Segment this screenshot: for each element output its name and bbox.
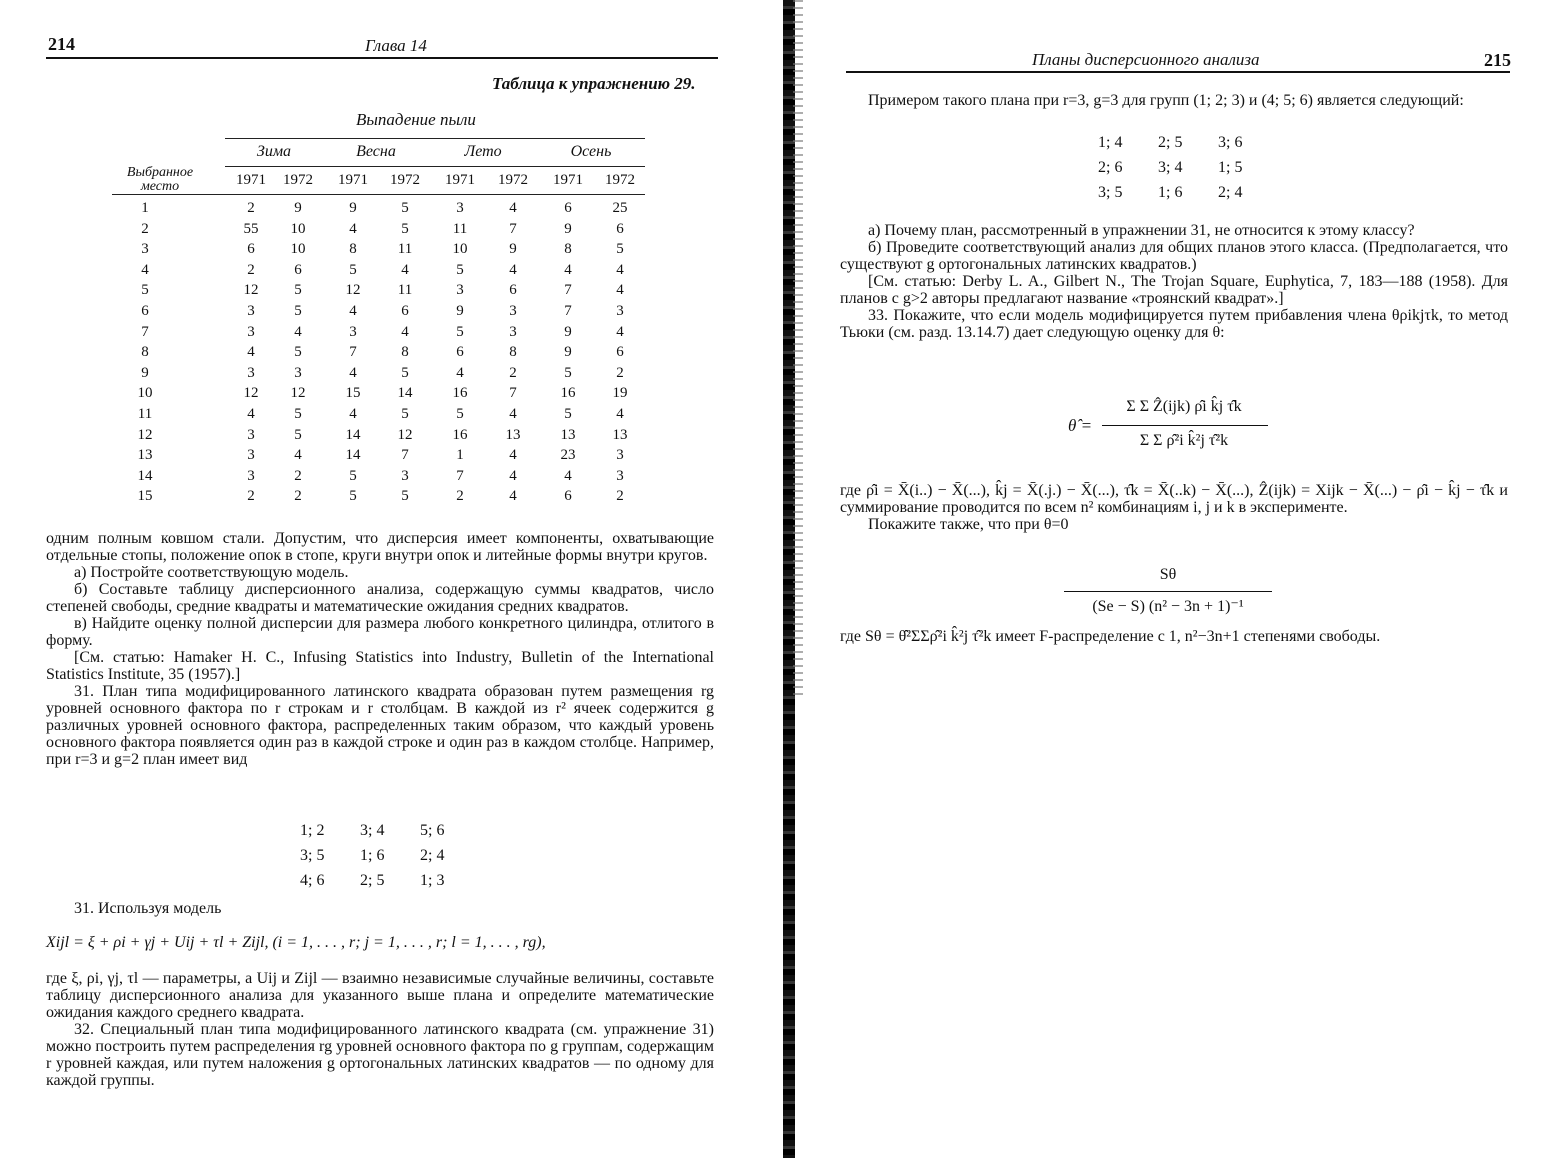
table-top-rule — [225, 138, 645, 139]
table-cell: 3 — [247, 447, 255, 464]
theta-denominator: Σ Σ ρ̂²i k̂²j τ̂²k — [1139, 432, 1229, 449]
table-cell: 9 — [349, 200, 357, 216]
square-cell: 3; 5 — [300, 847, 325, 864]
table-cell: 8 — [509, 344, 517, 361]
row-label: 14 — [137, 467, 153, 484]
row-label: 10 — [137, 385, 153, 402]
square-cell: 2; 4 — [420, 847, 445, 864]
table-cell: 4 — [456, 364, 464, 381]
table-head-rule — [112, 194, 645, 195]
paragraph: в) Найдите оценку полной дисперсии для размера любого конкретного цилиндра, отлитого в форму. — [46, 615, 714, 649]
table-cell: 12 — [345, 282, 361, 299]
body-text-3 — [840, 482, 1508, 533]
table-cell: 9 — [456, 303, 464, 319]
table-cell: 3 — [456, 200, 464, 216]
table-cell: 6 — [616, 220, 624, 237]
table-cell: 5 — [401, 488, 409, 505]
table-cell: 25 — [612, 200, 628, 216]
row-label: 6 — [141, 303, 149, 319]
running-head: Глава 14 — [365, 36, 427, 55]
table-cell: 6 — [564, 488, 572, 505]
row-label: 13 — [137, 447, 153, 464]
table-cell: 12 — [397, 426, 413, 443]
table-cell: 2 — [247, 200, 255, 216]
table-cell: 5 — [294, 406, 302, 422]
table-cell: 7 — [401, 447, 409, 464]
table-cell: 10 — [290, 220, 306, 237]
paragraph: б) Составьте таблицу дисперсионного анализа, содержащую суммы квадратов, число степеней свободы, средние квадраты и математические ожидания средних квадратов. — [46, 581, 714, 615]
square-cell: 1; 6 — [1158, 184, 1183, 201]
season-header: Лето — [464, 143, 502, 160]
body-text-4 — [840, 628, 1508, 645]
table-cell: 5 — [294, 426, 302, 443]
table-cell: 8 — [564, 241, 572, 258]
table-cell: 12 — [290, 385, 306, 402]
table-cell: 4 — [564, 261, 572, 278]
table-cell: 9 — [564, 323, 572, 340]
table-cell: 4 — [616, 261, 624, 278]
body-text — [840, 92, 1508, 109]
table-cell: 13 — [612, 426, 628, 443]
table-cell: 4 — [349, 303, 357, 319]
table-cell: 11 — [397, 282, 413, 299]
table-cell: 6 — [456, 344, 464, 361]
table-cell: 2 — [294, 488, 302, 505]
table-cell: 7 — [509, 385, 517, 402]
left-page — [0, 0, 770, 1158]
table-cell: 9 — [564, 220, 572, 237]
table-cell: 4 — [616, 282, 624, 299]
year-header: 1972 — [605, 172, 635, 188]
square-cell: 5; 6 — [420, 822, 445, 839]
table-cell: 3 — [349, 323, 357, 340]
header-rule — [46, 57, 718, 59]
row-label: 4 — [141, 261, 149, 278]
square-row — [300, 822, 480, 840]
header-rule — [846, 71, 1510, 73]
table-cell: 8 — [401, 344, 409, 361]
table-cell: 11 — [452, 220, 468, 237]
table-cell: 5 — [294, 282, 302, 299]
table-cell: 6 — [401, 303, 409, 319]
table-cell: 4 — [294, 323, 302, 340]
table-cell: 2 — [294, 467, 302, 484]
table-cell: 4 — [247, 344, 255, 361]
table-cell: 5 — [294, 303, 302, 319]
table-cell: 6 — [509, 282, 517, 299]
table-cell: 6 — [247, 241, 255, 258]
table-cell: 10 — [290, 241, 306, 258]
season-header: Зима — [256, 143, 292, 160]
table-cell: 6 — [616, 344, 624, 361]
row-label: 7 — [141, 323, 149, 340]
table-cell: 5 — [456, 323, 464, 340]
table-caption: Таблица к упражнению 29. — [492, 74, 696, 93]
table-cell: 3 — [401, 467, 409, 484]
table-cell: 2 — [247, 488, 255, 505]
square-cell: 3; 6 — [1218, 134, 1243, 151]
season-header: Весна — [356, 143, 396, 160]
table-cell: 13 — [560, 426, 576, 443]
table-cell: 23 — [560, 447, 576, 464]
table-cell: 9 — [509, 241, 517, 258]
table-cell: 4 — [349, 364, 357, 381]
table-cell: 2 — [616, 364, 624, 381]
fraction-bar — [1064, 591, 1272, 592]
table-cell: 3 — [247, 364, 255, 381]
table-cell: 3 — [247, 426, 255, 443]
year-header: 1972 — [283, 172, 313, 188]
table-cell: 5 — [456, 261, 464, 278]
square-row — [300, 847, 480, 865]
table-cell: 2 — [509, 364, 517, 381]
table-cell: 4 — [247, 406, 255, 422]
table-cell: 3 — [456, 282, 464, 299]
year-header: 1971 — [236, 172, 266, 188]
table-cell: 3 — [247, 467, 255, 484]
page-number: 215 — [1484, 50, 1511, 70]
table-cell: 7 — [349, 344, 357, 361]
table-cell: 4 — [564, 467, 572, 484]
row-label: 8 — [141, 344, 149, 361]
row-label: 2 — [141, 220, 149, 237]
table-cell: 5 — [456, 406, 464, 422]
citation: [См. статью: Derby L. A., Gilbert N., The Trojan Square, Euphytica, 7, 183—188 (1958). Для планов с g>2 авторы предлагают название «троянский квадрат».] — [840, 273, 1508, 307]
exercise-31: 31. План типа модифицированного латинского квадрата образован путем размещения rg уровней основного фактора по r строкам и r столбцам. В каждой из r² ячеек содержится g различных уровней основного фактора, распределенных таким образом, что каждый уровень основного фактора появляется один раз в каждой строке и один раз в каждом столбце. Например, при r=3 и g=2 план имеет вид — [46, 683, 714, 768]
square-row — [300, 872, 480, 890]
table-cell: 6 — [294, 261, 302, 278]
model-formula: Xijl = ξ + ρi + γj + Uij + τl + Zijl, (i = 1, . . . , r; j = 1, . . . , r; l = 1, . . . , rg), — [46, 934, 546, 951]
table-cell: 7 — [564, 282, 572, 299]
table-cell: 4 — [294, 447, 302, 464]
square-row — [1098, 184, 1278, 202]
table-cell: 11 — [397, 241, 413, 258]
table-cell: 2 — [456, 488, 464, 505]
table-cell: 9 — [564, 344, 572, 361]
table-cell: 16 — [452, 426, 468, 443]
table-cell: 5 — [294, 344, 302, 361]
table-cell: 5 — [401, 200, 409, 216]
table-cell: 4 — [509, 261, 517, 278]
body-text — [46, 530, 714, 768]
paragraph: 31. Используя модель — [74, 900, 222, 917]
exercise-32: 32. Специальный план типа модифицированного латинского квадрата (см. упражнение 31) можно построить путем распределения rg уровней основного фактора по g группам, содержащим r уровней каждая, или путем наложения g ортогональных латинских квадратов — по одному для каждой группы. — [46, 1021, 714, 1089]
paragraph: где Sθ = θ̂²ΣΣρ̂²i k̂²j τ̂²k имеет F-распределение с 1, n²−3n+1 степенями свободы. — [840, 628, 1381, 645]
table-cell: 5 — [349, 467, 357, 484]
table-cell: 12 — [243, 385, 259, 402]
square-cell: 2; 5 — [360, 872, 385, 889]
table-cell: 7 — [456, 467, 464, 484]
table-cell: 8 — [349, 241, 357, 258]
paragraph: а) Почему план, рассмотренный в упражнении 31, не относится к этому классу? — [868, 222, 1415, 239]
table-cell: 4 — [616, 406, 624, 422]
table-cell: 3 — [616, 467, 624, 484]
table-cell: 16 — [560, 385, 576, 402]
s-numerator: Sθ — [1159, 566, 1177, 583]
row-label: 3 — [141, 241, 149, 258]
year-header: 1971 — [338, 172, 368, 188]
paragraph: Покажите также, что при θ=0 — [868, 516, 1069, 533]
square-cell: 2; 5 — [1158, 134, 1183, 151]
year-header: 1972 — [390, 172, 420, 188]
row-label: 11 — [137, 406, 153, 422]
square-cell: 2; 6 — [1098, 159, 1123, 176]
book-gutter — [783, 0, 795, 1158]
paragraph: б) Проведите соответствующий анализ для общих планов этого класса. (Предполагается, что существуют g ортогональных латинских квадратов.) — [840, 239, 1508, 273]
table-cell: 14 — [345, 447, 361, 464]
square-cell: 1; 6 — [360, 847, 385, 864]
row-label: 9 — [141, 364, 149, 381]
square-cell: 3; 4 — [1158, 159, 1183, 176]
table-cell: 4 — [349, 406, 357, 422]
table-cell: 15 — [345, 385, 361, 402]
citation: [См. статью: Hamaker H. C., Infusing Statistics into Industry, Bulletin of the International Statistics Institute, 35 (1957).] — [46, 649, 714, 683]
table-cell: 3 — [616, 447, 624, 464]
exercise-33: 33. Покажите, что если модель модифицируется путем прибавления члена θρikjτk, то метод Тьюки (см. разд. 13.14.7) дает следующую оценку для θ: — [840, 307, 1508, 341]
table-cell: 13 — [505, 426, 521, 443]
table-cell: 10 — [452, 241, 468, 258]
table-cell: 2 — [247, 261, 255, 278]
row-label: 12 — [137, 426, 153, 443]
table-cell: 3 — [616, 303, 624, 319]
table-cell: 5 — [564, 406, 572, 422]
year-header: 1972 — [498, 172, 528, 188]
square-row — [1098, 134, 1278, 152]
right-page — [800, 0, 1568, 1158]
table-cell: 4 — [509, 406, 517, 422]
row-label: 1 — [141, 200, 149, 216]
table-cell: 4 — [349, 220, 357, 237]
table-cell: 55 — [243, 220, 259, 237]
table-cell: 4 — [401, 261, 409, 278]
table-cell: 7 — [509, 220, 517, 237]
table-cell: 5 — [564, 364, 572, 381]
s-denominator: (Se − S) (n² − 3n + 1)⁻¹ — [1092, 598, 1244, 615]
table-cell: 3 — [294, 364, 302, 381]
theta-lhs: θ̂ = — [1068, 416, 1093, 435]
square-cell: 1; 2 — [300, 822, 325, 839]
table-cell: 4 — [401, 323, 409, 340]
table-cell: 14 — [345, 426, 361, 443]
table-cell: 2 — [616, 488, 624, 505]
table-cell: 9 — [294, 200, 302, 216]
table-cell: 6 — [564, 200, 572, 216]
table-cell: 5 — [349, 261, 357, 278]
paragraph: где ρ̂i = X̄(i..) − X̄(...), k̂j = X̄(.j.) − X̄(...), τ̂k = X̄(..k) − X̄(...), Ẑ(ijk) = Xijk − X̄(...) − ρ̂i − k̂j − τ̂k и суммирование проводится по всем n² комбинациям i, j и k в эксперименте. — [840, 482, 1508, 516]
fraction-bar — [1102, 425, 1268, 426]
paragraph: а) Постройте соответствующую модель. — [74, 564, 349, 581]
table-cell: 5 — [401, 220, 409, 237]
table-cell: 3 — [509, 323, 517, 340]
table-mid-rule — [225, 166, 645, 167]
season-header: Осень — [570, 143, 612, 160]
body-text-3 — [46, 970, 714, 1089]
table-cell: 4 — [509, 447, 517, 464]
square-cell: 3; 4 — [360, 822, 385, 839]
table-cell: 14 — [397, 385, 413, 402]
table-cell: 5 — [616, 241, 624, 258]
table-cell: 16 — [452, 385, 468, 402]
table-cell: 1 — [456, 447, 464, 464]
table-cell: 3 — [509, 303, 517, 319]
page-number: 214 — [48, 34, 75, 54]
table-cell: 4 — [509, 200, 517, 216]
table-cell: 19 — [612, 385, 628, 402]
table-cell: 4 — [509, 467, 517, 484]
square-cell: 3; 5 — [1098, 184, 1123, 201]
theta-numerator: Σ Σ Ẑ(ijk) ρ̂i k̂j τ̂k — [1126, 398, 1242, 415]
running-head: Планы дисперсионного анализа — [1032, 50, 1260, 69]
table-cell: 3 — [247, 323, 255, 340]
table-cell: 12 — [243, 282, 259, 299]
table-cell: 4 — [509, 488, 517, 505]
square-row — [1098, 159, 1278, 177]
paragraph: Примером такого плана при r=3, g=3 для групп (1; 2; 3) и (4; 5; 6) является следующий: — [868, 92, 1464, 109]
table-cell: 7 — [564, 303, 572, 319]
square-cell: 1; 3 — [420, 872, 445, 889]
year-header: 1971 — [445, 172, 475, 188]
paragraph: где ξ, ρi, γj, τl — параметры, а Uij и Zijl — взаимно независимые случайные величины, составьте таблицу дисперсионного анализа для указанного выше плана и определите математические ожидания каждого среднего квадрата. — [46, 970, 714, 1021]
square-cell: 2; 4 — [1218, 184, 1243, 201]
body-text-2 — [840, 222, 1508, 341]
body-text-2 — [46, 900, 714, 917]
paragraph: одним полным ковшом стали. Допустим, что дисперсия имеет компоненты, охватывающие отдельные стопы, положение опок в стопе, круги внутри опок и литейные формы внутри кругов. — [46, 530, 714, 564]
table-cell: 5 — [401, 406, 409, 422]
table-cell: 3 — [247, 303, 255, 319]
table-cell: 4 — [616, 323, 624, 340]
row-label: 15 — [137, 488, 153, 505]
square-cell: 1; 4 — [1098, 134, 1123, 151]
row-header: Выбранное место — [126, 165, 194, 194]
table-cell: 5 — [401, 364, 409, 381]
square-cell: 4; 6 — [300, 872, 325, 889]
year-header: 1971 — [553, 172, 583, 188]
square-cell: 1; 5 — [1218, 159, 1243, 176]
row-label: 5 — [141, 282, 149, 299]
table-cell: 5 — [349, 488, 357, 505]
table-subcaption: Выпадение пыли — [356, 110, 476, 129]
